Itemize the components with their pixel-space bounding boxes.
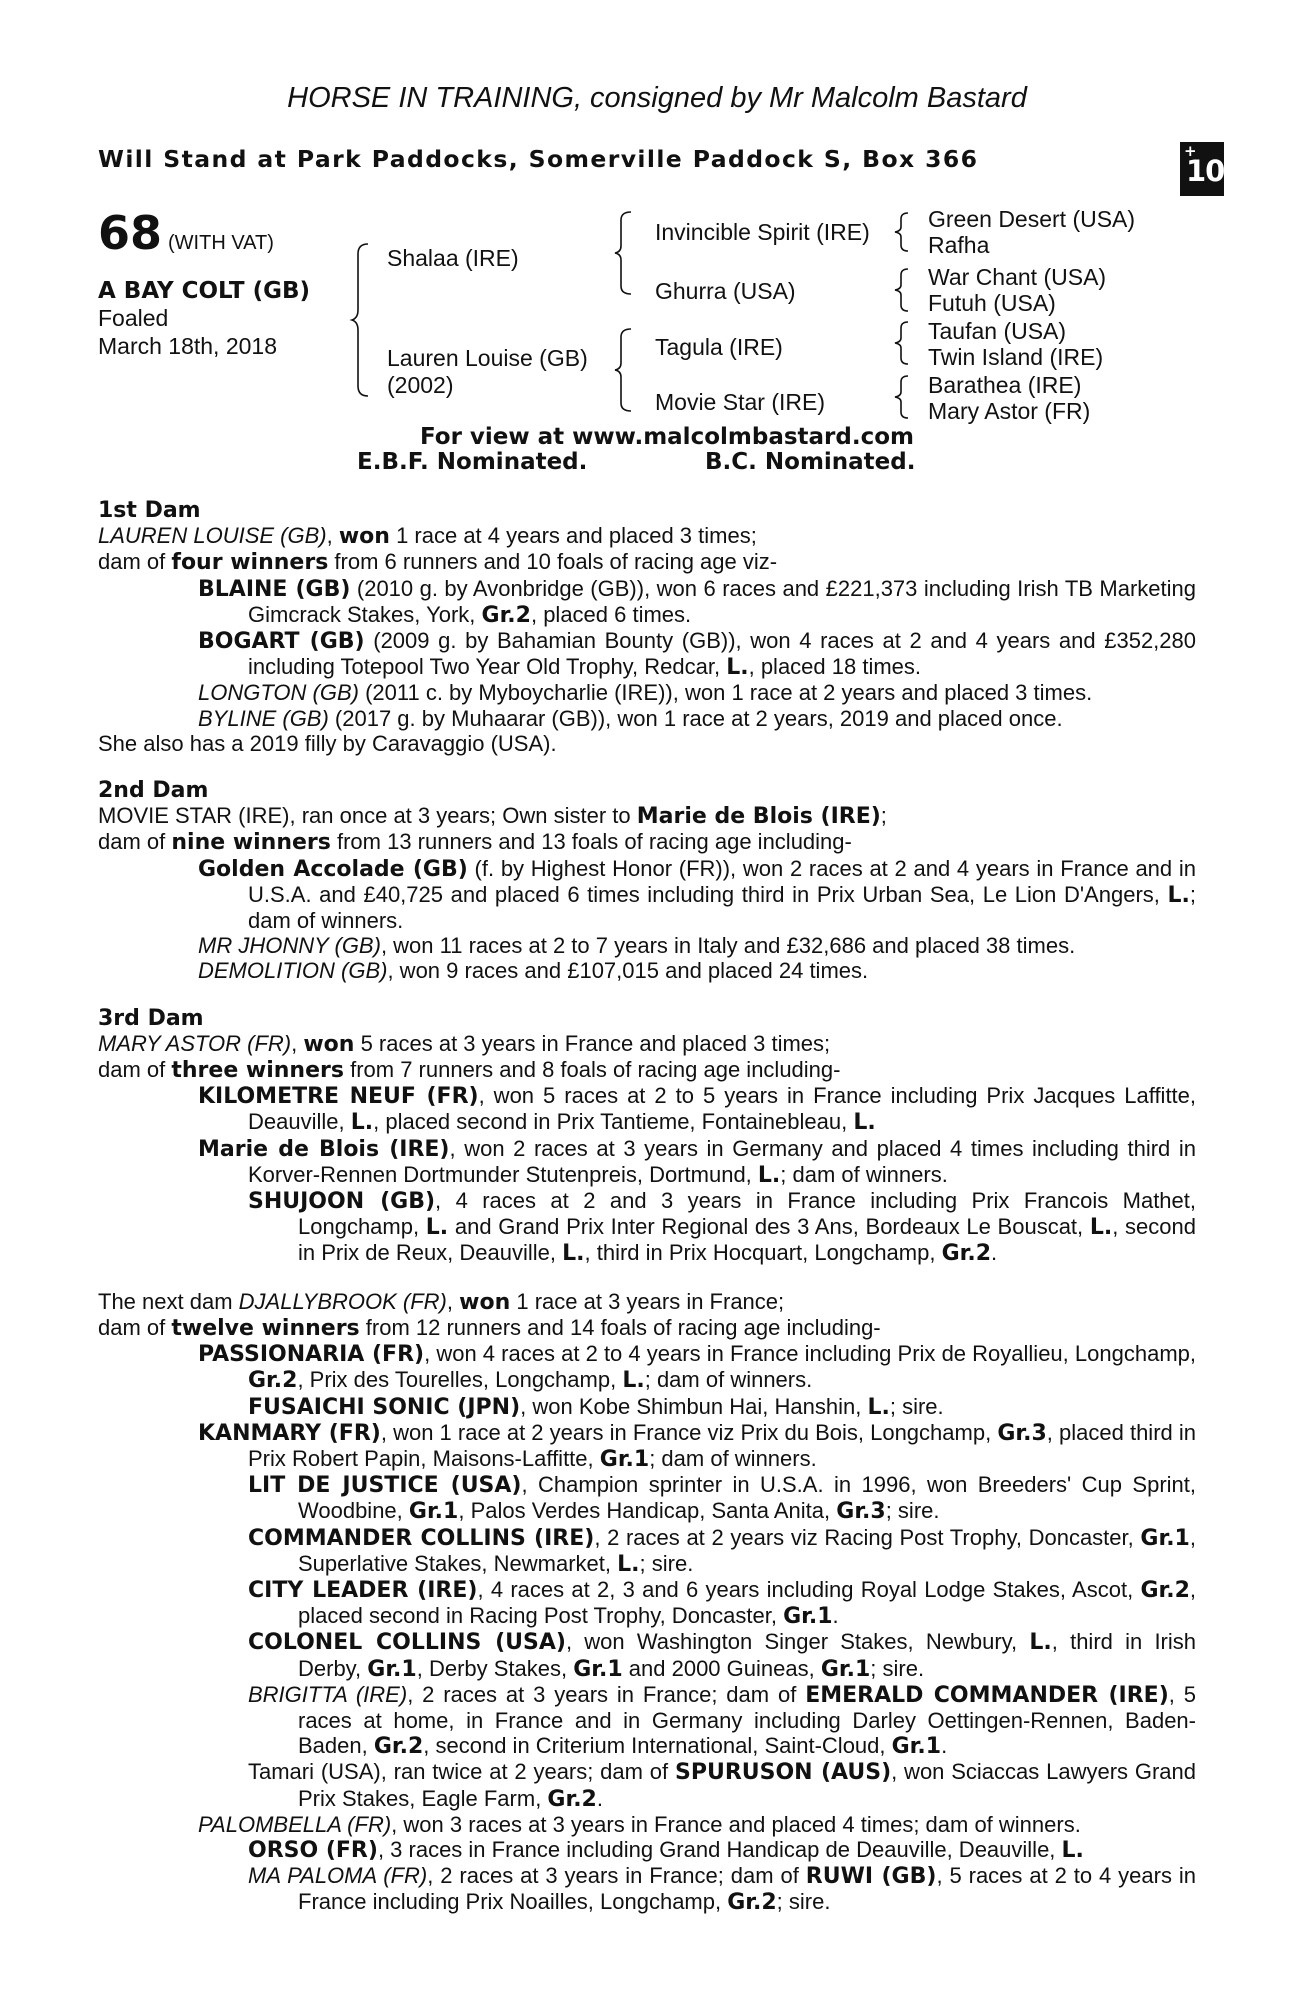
grade: L. [1061, 1837, 1084, 1863]
nominations [357, 449, 916, 475]
text: . [991, 1240, 998, 1266]
text: MOVIE STAR (IRE), ran once at 3 years; Own sister to [98, 803, 637, 829]
grade: Gr.2 [727, 1890, 777, 1916]
stand-location: Will Stand at Park Paddocks, Somerville Paddock S, Box 366 [98, 145, 979, 173]
grandprogeny-entry [98, 1472, 1196, 1524]
pedigree-brace-ss [892, 210, 914, 254]
text: , Palos Verdes Handicap, Santa Anita, [458, 1498, 837, 1524]
pedigree-brace-sd [892, 266, 914, 314]
second-dam-title: 2nd Dam [98, 778, 209, 804]
pedigree-dam [387, 345, 588, 399]
third-dam-section [98, 1006, 1196, 1267]
pedigree-dds: Barathea (IRE) [928, 372, 1082, 398]
day-badge [1180, 142, 1224, 196]
grandprogeny-entry [98, 1759, 1196, 1811]
next-dam-section [98, 1289, 1196, 1916]
text: , 4 races at 2 and 3 years in France including Prix Francois Mathet, Longchamp, [298, 1188, 1196, 1240]
grade: L. [867, 1394, 890, 1420]
text: ; [880, 803, 887, 829]
text: (2017 g. by Muhaarar (GB)), won 1 race at 2 years, 2019 and placed once. [328, 705, 1063, 731]
progeny-name: MA PALOMA (FR) [248, 1863, 428, 1889]
text: , 5 races at 2 to 4 years in France including Prix Noailles, Longchamp, [298, 1863, 1196, 1915]
text: , placed second in Racing Post Trophy, Doncaster, [298, 1576, 1197, 1629]
grade: L. [1167, 882, 1190, 908]
text: ; dam of winners. [780, 1161, 948, 1187]
progeny-name: BLAINE (GB) [198, 576, 351, 602]
text: , Prix des Tourelles, Longchamp, [297, 1367, 623, 1393]
progeny-name: COLONEL COLLINS (USA) [248, 1630, 566, 1656]
text: , won 11 races at 2 to 7 years in Italy and £32,686 and placed 38 times. [380, 933, 1076, 959]
winners-count: nine winners [171, 830, 331, 856]
grade: Gr.1 [573, 1656, 623, 1682]
text: . [596, 1785, 603, 1811]
foaled-label: Foaled [98, 305, 169, 331]
grandprogeny-entry [98, 1863, 1196, 1915]
text: Tamari (USA), ran twice at 2 years; dam of [248, 1759, 675, 1785]
grandprogeny-entry [98, 1525, 1196, 1577]
progeny-name: KANMARY (FR) [198, 1420, 381, 1446]
pedigree-dsd: Twin Island (IRE) [928, 344, 1104, 370]
text: , third in Prix Hocquart, Longchamp, [584, 1240, 942, 1266]
progeny-entry [98, 1812, 1196, 1837]
progeny-entry [98, 1420, 1196, 1472]
lot-number-line [98, 206, 274, 260]
won-label: won [303, 1031, 355, 1057]
won-label: won [338, 524, 390, 550]
grandprogeny-entry [98, 1577, 1196, 1629]
text: , second in Criterium International, Saint-Cloud, [423, 1733, 892, 1759]
pedigree-sire: Shalaa (IRE) [387, 245, 519, 271]
text: , second in Prix de Reux, Deauville, [298, 1214, 1196, 1266]
grandprogeny-entry [98, 1394, 1196, 1420]
pedigree-dss: Taufan (USA) [928, 318, 1067, 344]
grade: Gr.3 [997, 1420, 1047, 1446]
pedigree-sdd: Futuh (USA) [928, 290, 1056, 316]
grade: Gr.1 [783, 1604, 833, 1630]
text: , Derby Stakes, [416, 1655, 574, 1681]
progeny-name: COMMANDER COLLINS (IRE) [248, 1525, 595, 1551]
progeny-name: BOGART (GB) [198, 629, 365, 655]
text: (2009 g. by Bahamian Bounty (GB)), won 4 races at 2 and 4 years and £352,280 including Totepool Two Year Old Trophy, Redcar, [248, 628, 1197, 680]
progeny-name: Marie de Blois (IRE) [198, 1136, 450, 1162]
text: , won Washington Singer Stakes, Newbury, [565, 1629, 1030, 1655]
won-label: won [459, 1289, 511, 1315]
progeny-entry [98, 1136, 1196, 1188]
text: , Champion sprinter in U.S.A. in 1996, won Breeders' Cup Sprint, Woodbine, [298, 1472, 1196, 1524]
grandprogeny-entry [98, 1188, 1196, 1267]
progeny-name: PASSIONARIA (FR) [198, 1342, 425, 1368]
text: , won 9 races and £107,015 and placed 24 times. [387, 958, 869, 984]
progeny-entry [98, 933, 1196, 958]
page-heading: HORSE IN TRAINING, consigned by Mr Malcolm Bastard [287, 82, 1027, 114]
grade: Gr.3 [836, 1499, 886, 1525]
text: ; dam of winners. [248, 881, 1196, 934]
text: ; sire. [639, 1550, 694, 1576]
grade: L. [622, 1368, 645, 1394]
text: from 13 runners and 13 foals of racing age including- [330, 829, 852, 855]
text: (2010 g. by Avonbridge (GB)), won 6 races and £221,373 including Irish TB Marketing Gimcrack Stakes, York, [248, 575, 1196, 627]
view-link-text: For view at www.malcolmbastard.com [420, 424, 914, 450]
text: (2011 c. by Myboycharlie (IRE)), won 1 race at 2 years and placed 3 times. [358, 680, 1093, 706]
text: , won Kobe Shimbun Hai, Hanshin, [520, 1393, 868, 1419]
grade: L. [425, 1215, 449, 1241]
next-dam-record: The next dam DJALLYBROOK (FR), won 1 race at 3 years in France; [98, 1288, 785, 1315]
grade: L. [350, 1110, 374, 1136]
first-dam-record: LAUREN LOUISE (GB), won 1 race at 4 years and placed 3 times; [98, 523, 757, 550]
third-dam-name: MARY ASTOR (FR) [98, 1030, 292, 1056]
text: ; dam of winners. [644, 1367, 813, 1393]
foaled-info [98, 304, 277, 360]
progeny-name: BRIGITTA (IRE) [248, 1681, 408, 1707]
text: , 3 races in France including Grand Handicap de Deauville, Deauville, [377, 1836, 1062, 1862]
pedigree-sire-sire: Invincible Spirit (IRE) [655, 219, 870, 245]
pedigree-dam-sire: Tagula (IRE) [655, 334, 783, 360]
text: from 12 runners and 14 foals of racing age including- [359, 1314, 881, 1340]
progeny-name: Golden Accolade (GB) [198, 856, 468, 882]
grade: Gr.1 [367, 1656, 417, 1682]
text: , won 1 race at 2 years in France viz Prix du Bois, Longchamp, [380, 1419, 998, 1445]
text: , placed second in Prix Tantieme, Fontainebleau, [373, 1109, 854, 1135]
progeny-name: LONGTON (GB) [198, 680, 359, 706]
text: . [832, 1603, 839, 1629]
grade: Gr.1 [1140, 1525, 1190, 1551]
second-dam-produce [98, 829, 1196, 855]
progeny-name: SHUJOON (GB) [248, 1189, 436, 1215]
bc-nominated: B.C. Nominated. [705, 449, 916, 475]
ebf-nominated: E.B.F. Nominated. [357, 449, 588, 475]
pedigree-brace-dam [613, 325, 637, 415]
grade: L. [853, 1110, 876, 1136]
grade: Gr.1 [820, 1656, 871, 1682]
next-dam-produce [98, 1315, 1196, 1341]
text: , 5 races at home, in France and in Germany including Darley Oettingen-Rennen, Baden-Baden, [298, 1681, 1196, 1759]
grade: Gr.2 [1140, 1577, 1190, 1603]
grade: Gr.1 [408, 1499, 459, 1525]
grade: L. [1089, 1215, 1113, 1241]
vat-note: (WITH VAT) [168, 232, 274, 254]
grade: Gr.1 [599, 1446, 650, 1472]
progeny-name: BYLINE (GB) [198, 705, 329, 731]
text: dam of [98, 1057, 172, 1083]
foaled-date: March 18th, 2018 [98, 333, 278, 359]
third-dam-record: MARY ASTOR (FR), won 5 races at 3 years in France and placed 3 times; [98, 1030, 831, 1057]
pedigree-sss: Green Desert (USA) [928, 206, 1136, 232]
text: , placed 18 times. [748, 654, 922, 680]
pedigree-dam-name: Lauren Louise (GB) [387, 345, 588, 371]
grade: Gr.2 [248, 1368, 298, 1394]
pedigree-ssd: Rafha [928, 232, 990, 258]
text: , 2 races at 3 years in France; dam of [407, 1681, 806, 1707]
pedigree-dam-dam: Movie Star (IRE) [655, 389, 825, 415]
catalogue-body [98, 498, 1196, 1916]
progeny-entry [98, 706, 1196, 731]
second-dam-record [98, 803, 1196, 829]
progeny-name: DEMOLITION (GB) [198, 958, 388, 984]
pedigree-brace-ds [892, 319, 914, 367]
second-dam-section [98, 778, 1196, 984]
progeny-entry [98, 576, 1196, 628]
text: and 2000 Guineas, [622, 1655, 821, 1681]
text: from 6 runners and 10 foals of racing age viz- [328, 549, 778, 575]
text: dam of [98, 1314, 172, 1340]
progeny-entry [98, 628, 1196, 680]
progeny-name: ORSO (FR) [248, 1837, 378, 1863]
grade: Gr.1 [891, 1734, 942, 1760]
progeny-name: EMERALD COMMANDER (IRE) [805, 1682, 1169, 1708]
progeny-name: PALOMBELLA (FR) [198, 1811, 392, 1837]
first-dam-name: LAUREN LOUISE (GB) [98, 523, 327, 549]
text: , 2 races at 3 years in France; dam of [427, 1863, 806, 1889]
text: ; sire. [870, 1655, 925, 1681]
text: , third in Irish Derby, [298, 1629, 1197, 1681]
grade: Gr.2 [481, 602, 531, 628]
progeny-name: RUWI (GB) [805, 1864, 937, 1890]
grade: L. [562, 1241, 585, 1267]
text: , won 3 races at 3 years in France and placed 4 times; dam of winners. [391, 1811, 1081, 1837]
pedigree-sds: War Chant (USA) [928, 264, 1107, 290]
progeny-entry [98, 958, 1196, 983]
pedigree-sire-dam: Ghurra (USA) [655, 278, 796, 304]
third-dam-title: 3rd Dam [98, 1005, 204, 1031]
grade: Gr.2 [941, 1241, 992, 1267]
progeny-name: LIT DE JUSTICE (USA) [248, 1473, 522, 1499]
first-dam-title: 1st Dam [98, 498, 201, 523]
text: ; sire. [776, 1889, 831, 1915]
text: , placed third in Prix Robert Papin, Maisons-Laffitte, [248, 1419, 1197, 1471]
grandprogeny-entry [98, 1629, 1196, 1681]
progeny-entry [98, 856, 1196, 934]
colt-description: A BAY COLT (GB) [98, 278, 311, 304]
pedigree-ddd: Mary Astor (FR) [928, 398, 1091, 424]
first-dam-produce [98, 549, 1196, 575]
pedigree-dam-year: (2002) [387, 372, 454, 398]
progeny-name: KILOMETRE NEUF (FR) [198, 1084, 479, 1110]
text: 1 race at 3 years in France; [510, 1288, 785, 1314]
text: dam of [98, 549, 172, 575]
grade: L. [726, 655, 749, 681]
third-dam-produce [98, 1057, 1196, 1083]
text: from 7 runners and 8 foals of racing age including- [343, 1057, 841, 1083]
progeny-name: FUSAICHI SONIC (JPN) [248, 1394, 521, 1420]
text: , 2 races at 2 years viz Racing Post Trophy, Doncaster, [594, 1524, 1141, 1550]
progeny-entry [98, 1083, 1196, 1135]
sister-name: Marie de Blois (IRE) [636, 804, 881, 830]
grandprogeny-entry [98, 1682, 1196, 1760]
first-dam-filly: She also has a 2019 filly by Caravaggio (USA). [98, 730, 557, 756]
record-text: 1 race at 4 years and placed 3 times; [389, 523, 757, 549]
text: , won 2 races at 3 years in Germany and placed 4 times including third in Korver-Rennen Dortmunder Stutenpreis, Dortmund, [248, 1135, 1196, 1187]
text: , 4 races at 2, 3 and 6 years including Royal Lodge Stakes, Ascot, [477, 1576, 1141, 1602]
progeny-name: MR JHONNY (GB) [198, 933, 381, 959]
pedigree-brace-main [350, 240, 374, 400]
pedigree-brace-dd [892, 373, 914, 421]
progeny-name: CITY LEADER (IRE) [248, 1577, 478, 1603]
text: , won 4 races at 2 to 4 years in France including Prix de Royallieu, Longchamp, [424, 1341, 1196, 1367]
pedigree-brace-sire [613, 208, 637, 298]
text: The next dam [98, 1288, 239, 1314]
winners-count: four winners [171, 550, 329, 576]
text: . [941, 1733, 948, 1759]
lot-number: 68 [98, 206, 163, 260]
text: (f. by Highest Honor (FR)), won 2 races at 2 and 4 years in France and in U.S.A. and £40,725 and placed 6 times including third in Prix Urban Sea, Le Lion D'Angers, [248, 855, 1197, 907]
text: ; sire. [889, 1393, 944, 1419]
winners-count: twelve winners [171, 1315, 360, 1341]
text: , won 5 races at 2 to 5 years in France including Prix Jacques Laffitte, Deauville, [248, 1083, 1197, 1135]
next-dam-name: DJALLYBROOK (FR) [238, 1288, 447, 1314]
text: 5 races at 3 years in France and placed 3 times; [354, 1030, 831, 1056]
progeny-entry [98, 680, 1196, 705]
text: , placed 6 times. [530, 601, 692, 627]
grade: L. [757, 1162, 781, 1188]
grade: L. [617, 1551, 640, 1577]
text: ; dam of winners. [649, 1445, 817, 1471]
first-dam-section [98, 498, 1196, 756]
progeny-entry [98, 1341, 1196, 1393]
text: and Grand Prix Inter Regional des 3 Ans, Bordeaux Le Bouscat, [448, 1214, 1090, 1240]
badge-plus: + [1184, 142, 1197, 160]
progeny-name: SPURUSON (AUS) [674, 1760, 892, 1786]
text: ; sire. [885, 1498, 940, 1524]
badge-number: 10 [1186, 154, 1225, 188]
grade: L. [1029, 1630, 1052, 1656]
text: , won Sciaccas Lawyers Grand Prix Stakes, Eagle Farm, [298, 1759, 1196, 1811]
winners-count: three winners [171, 1058, 344, 1084]
grandprogeny-entry [98, 1837, 1196, 1863]
grade: Gr.2 [373, 1734, 424, 1760]
grade: Gr.2 [547, 1786, 597, 1812]
text: dam of [98, 829, 172, 855]
text: , Superlative Stakes, Newmarket, [298, 1524, 1196, 1576]
